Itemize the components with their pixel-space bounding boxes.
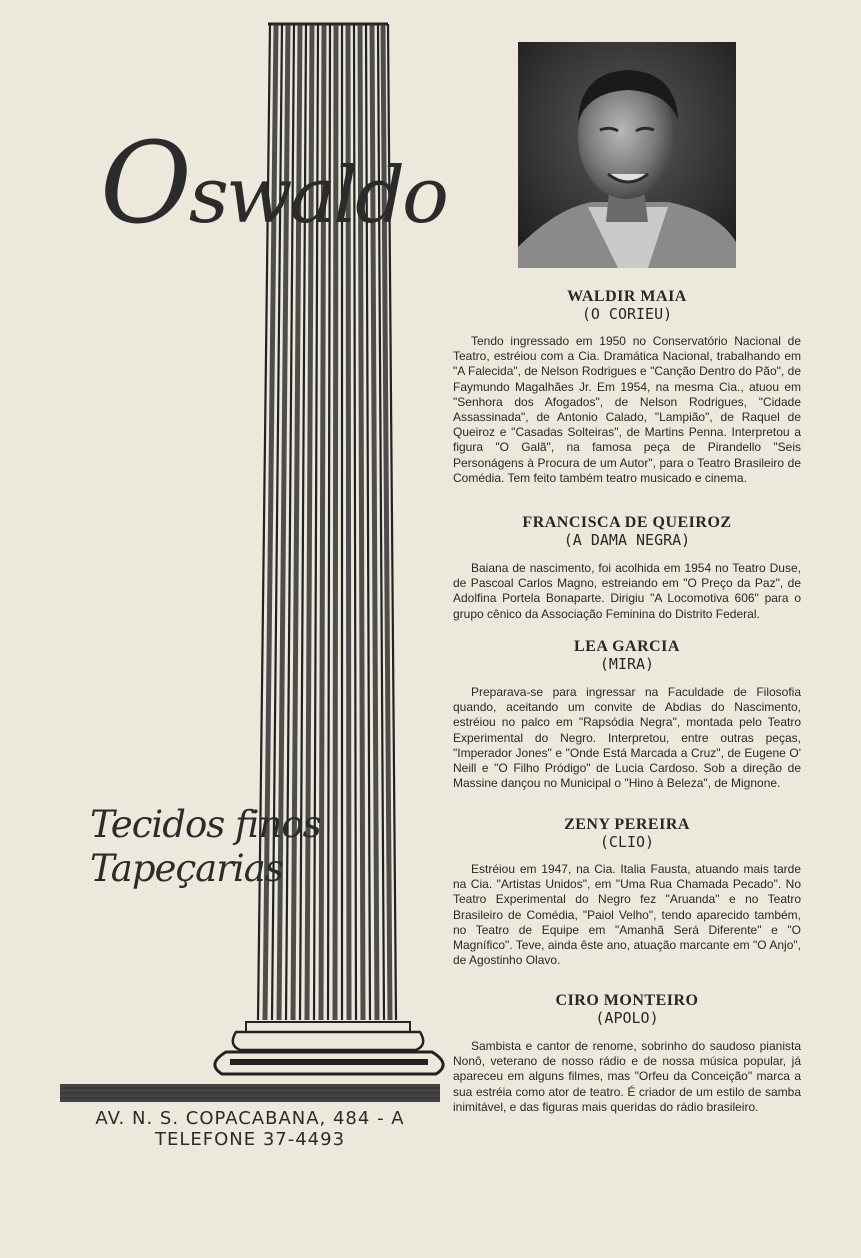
cast-role: (O CORIEU) <box>581 305 673 324</box>
cast-role: (CLIO) <box>599 833 655 852</box>
cast-bio: Estréiou em 1947, na Cia. Italia Fausta, atuando mais tarde na Cia. "Artistas Unidos", em "Uma Rua Chamada Pecado". No Teatro Experimental do Negro fez "Aruanda" e no Teatro Brasileiro de Comédia, "Paiol Velho", tendo aparecido também, no Teatro de Equipe em "Amanhã Será Diferente" e "O Magnífico". Teve, ainda êste ano, atuação marcante em "O Anjo", de Agostinho Olavo. <box>453 862 801 968</box>
cast-role: (APOLO) <box>595 1009 659 1028</box>
cast-bio: Preparava-se para ingressar na Faculdade de Filosofia quando, aceitando um convite de Abdias do Nascimento, estréiou no palco em "Rapsódia Negra", montada pelo Teatro Experimental do Negro. Interpretou, entre outras peças, "Imperador Jones" e "Onde Está Marcada a Cruz", de Eugene O' Neill e "O Filho Pródigo" de Lucia Cardoso. Sob a direção de Massine dançou no Municipal o "Hino à Beleza", de Mignone. <box>453 685 801 791</box>
cast-bio: Sambista e cantor de renome, sobrinho do saudoso pianista Nonô, veterano de nosso rádio e de nossa música popular, já apareceu em alguns filmes, mas "Orfeu da Conceição" marca a sua estréia como ator de teatro. É criador de um estilo de samba inimitável, e das figuras mais queridas do rádio brasileiro. <box>453 1039 801 1114</box>
cast-heading-3 <box>453 816 801 852</box>
cast-name: WALDIR MAIA <box>567 288 687 305</box>
advert-brand: Oswaldo <box>100 119 446 249</box>
cast-heading-1 <box>453 514 801 550</box>
cast-name: CIRO MONTEIRO <box>555 992 699 1009</box>
cast-name: LEA GARCIA <box>574 638 680 655</box>
cast-bio: Baiana de nascimento, foi acolhida em 1954 no Teatro Duse, de Pascoal Carlos Magno, estreiando em "O Preço da Paz", de Adolfina Portela Bonaparte. Dirigiu "A Locomotiva 606" para o grupo cênico da Associação Feminina do Distrito Federal. <box>453 561 801 621</box>
advert-slogan-fabrics: Tecidos finos <box>90 803 321 846</box>
portrait-photo <box>518 42 736 268</box>
cast-role: (A DAMA NEGRA) <box>563 531 691 550</box>
advert-slogan-tapestries: Tapeçarias <box>90 847 283 890</box>
advert-address: AV. N. S. COPACABANA, 484 - A <box>95 1108 405 1129</box>
cast-heading-2 <box>453 638 801 674</box>
cast-bio: Tendo ingressado em 1950 no Conservatório Nacional de Teatro, estréiou com a Cia. Dramática Nacional, trabalhando em "A Falecida", de Nelson Rodrigues e "Canção Dentro do Pão", de Faymundo Magalhães Jr. Em 1954, na mesma Cia., atuou em "Senhora dos Afogados", de Nelson Rodrigues, "Cidade Assassinada", de Antonio Calado, "Lampião", de Raquel de Queiroz e "Casadas Solteiras", de Martins Penna. Interpretou a figura "O Galã", na famosa peça de Pirandello "Seis Personágens à Procura de um Autor", para o Teatro Brasileiro de Comédia. Tem feito também teatro musicado e cinema. <box>453 334 801 485</box>
cast-heading-4 <box>453 992 801 1028</box>
cast-heading-0 <box>453 288 801 324</box>
advert-phone: TELEFONE 37-4493 <box>154 1129 346 1150</box>
cast-role: (MIRA) <box>599 655 655 674</box>
cast-name: ZENY PEREIRA <box>564 816 690 833</box>
cast-name: FRANCISCA DE QUEIROZ <box>522 514 732 531</box>
